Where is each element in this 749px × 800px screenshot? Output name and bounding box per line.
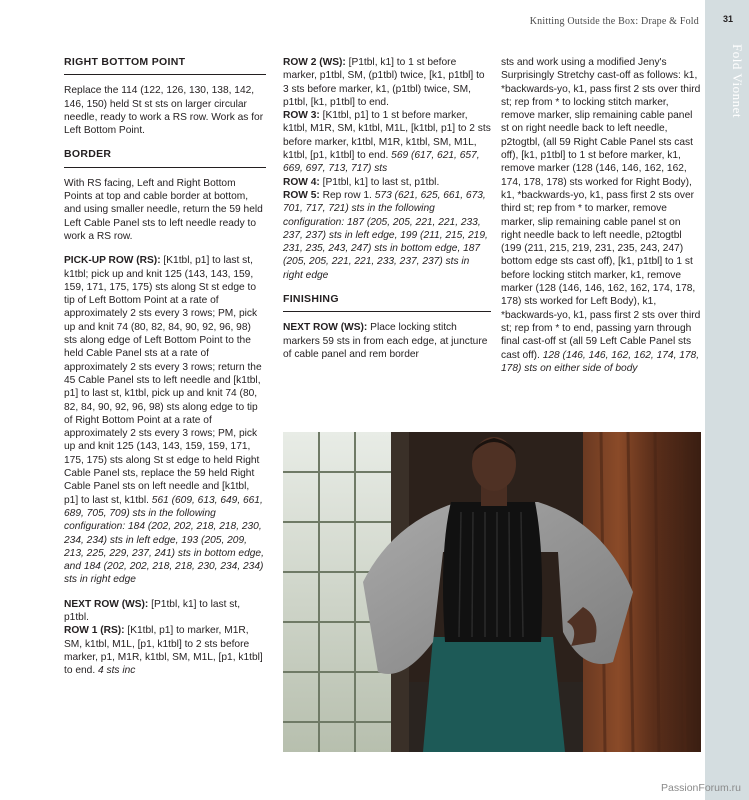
heading-finishing: FINISHING (283, 293, 491, 312)
pickup-row-count: 561 (609, 613, 649, 661, 689, 705, 709) sts in the following configuration: 184 (202, 202, 218, 218, 230, 234, 234) sts in left edge, 193 (205, 209, 213, 225, 229, 237, 241) sts in bottom edge, and 184 (202, 202, 218, 218, 230, 234, 234) sts in right edge (64, 494, 264, 586)
column-2 (283, 56, 491, 361)
row-1-text: [K1tbl, p1] to marker, M1R, SM, k1tbl, M1L, [p1, k1tbl] to 2 sts before marker, p1, M1R, k1tbl, SM, M1L, [p1, k1tbl] to end. (64, 625, 263, 677)
watermark: PassionForum.ru (661, 782, 741, 794)
paragraph-right-bottom-point: Replace the 114 (122, 126, 130, 138, 142, 146, 150) held St st sts on larger circular needle, ready to work a RS row. Work as for Left Bottom Point. (64, 85, 264, 137)
row-1-instruction (64, 624, 266, 677)
model-photo (283, 432, 701, 752)
next-row-instruction (64, 598, 266, 625)
row-4-label: ROW 4: (283, 176, 320, 188)
cast-off-instruction (501, 56, 701, 375)
pickup-row-label: PICK-UP ROW (RS): (64, 255, 161, 267)
pickup-row-instruction (64, 254, 266, 586)
column-3 (501, 56, 701, 375)
row-3-instruction (283, 109, 491, 175)
finishing-row-label: NEXT ROW (WS): (283, 322, 368, 334)
row-5-label: ROW 5: (283, 189, 320, 201)
next-row-text: [P1tbl, k1] to last st, p1tbl. (64, 598, 241, 623)
finishing-row-instruction (283, 321, 491, 361)
row-2-label: ROW 2 (WS): (283, 57, 346, 68)
page-number: 31 (722, 14, 733, 24)
finishing-row-text: Place locking stitch markers 59 sts in from each edge, at juncture of cable panel and rem border (283, 322, 488, 360)
row-3-count: 569 (617, 621, 657, 669, 697, 713, 717) sts (283, 150, 480, 175)
row-1-count: 4 sts inc (98, 665, 136, 677)
row-5-instruction (283, 189, 491, 282)
row-4-text: [P1tbl, k1] to last st, p1tbl. (319, 176, 440, 188)
heading-right-bottom-point: RIGHT BOTTOM POINT (64, 56, 266, 75)
next-row-label: NEXT ROW (WS): (64, 598, 149, 610)
row-5-count: 573 (621, 625, 661, 673, 701, 717, 721) sts in the following configuration: 187 (205, 205, 221, 221, 233, 237, 237) sts in left edge, 199 (211, 215, 219, 231, 235, 243, 247) sts in bottom edge, 187 (205, 205, 221, 221, 233, 237, 237) sts in right edge (283, 189, 488, 281)
row-3-label: ROW 3: (283, 110, 320, 122)
row-3-text: [K1tbl, p1] to 1 st before marker, k1tbl, M1R, SM, k1tbl, M1L, [k1tbl, p1] to 2 sts before marker, k1tbl, M1R, k1tbl, SM, M1L, k1tbl, [p1, k1tbl] to end. (283, 110, 491, 162)
cast-off-count: 128 (146, 146, 162, 162, 174, 178, 178) sts on either side of body (501, 349, 700, 374)
row-2-text: [P1tbl, k1] to 1 st before marker, p1tbl, SM, (p1tbl) twice, [k1, p1tbl] to 3 sts before marker, k1, (p1tbl) twice, SM, p1tbl, [k1, p1tbl] to end. (283, 57, 485, 108)
column-1 (64, 56, 266, 677)
side-color-strip (705, 0, 749, 800)
paragraph-border: With RS facing, Left and Right Bottom Points at top and cable border at bottom, and using smaller needle, return the 59 held Left Cable Panel sts to left needle ready to work a RS row. (64, 177, 263, 242)
model-photo-illustration (283, 432, 701, 752)
row-4-instruction (283, 176, 491, 189)
row-1-label: ROW 1 (RS): (64, 625, 125, 637)
row-2-instruction (283, 56, 491, 109)
cast-off-text: sts and work using a modified Jeny's Surprisingly Stretchy cast-off as follows: k1, *backwards-yo, k1, pass first 2 sts over third st; rep from * to locking stitch marker, remove marker, slip remaining cable panel st on right needle back to left needle, p2togtbl, (all 59 Right Cable Panel sts cast off), [k1, p1tbl] to 1 st before marker, k1, remove marker (128 (146, 146, 162, 162, 174, 178, 178) sts worked for Right Body), k1, *backwards-yo, k1, pass first 2 sts over third st; rep from * to marker, remove marker, slip remaining cable panel st on right needle back to left needle, p2togtbl (199 (211, 215, 219, 231, 235, 243, 247) bottom edge sts cast off), [k1, p1tbl] to 1 st before locking stitch marker, k1, remove marker (128 (146, 146, 162, 162, 174, 178, 178) sts worked for Left Body), k1, *backwards-yo, k1, pass first 2 sts over third st; rep from * to end, passing yarn through final cast-off st (all 59 Left Cable Panel sts cast off). (501, 57, 701, 361)
row-5-text: Rep row 1. (319, 189, 375, 201)
pickup-row-text: [K1tbl, p1] to last st, k1tbl; pick up and knit 125 (143, 143, 159, 159, 171, 175, 175) sts along St st edge to tip of Left Bottom Point at a rate of approximately 2 sts every 3 rows; PM, pick up and knit 74 (80, 82, 84, 90, 92, 96, 98) sts along edge of Left Bottom Point to the held Cable Panel sts at a rate of approximately 2 sts every 3 rows; return the 45 Cable Panel sts to left needle and [k1tbl, p1] to last st, k1tbl, pick up and knit 74 (80, 82, 84, 90, 92, 96, 98) sts along edge to tip of Right Bottom Point at a rate of approximately 2 sts every 3 rows; PM, pick up and knit 125 (143, 143, 159, 159, 171, 175, 175) sts along St st edge to held Right Cable Panel sts, replace the 59 held Right Cable Panel sts on left needle and [k1tbl, p1] to last st, k1tbl. (64, 255, 262, 506)
heading-border: BORDER (64, 148, 266, 167)
running-head: Knitting Outside the Box: Drape & Fold (529, 16, 699, 27)
side-section-label: Fold Vionnet (730, 44, 745, 118)
